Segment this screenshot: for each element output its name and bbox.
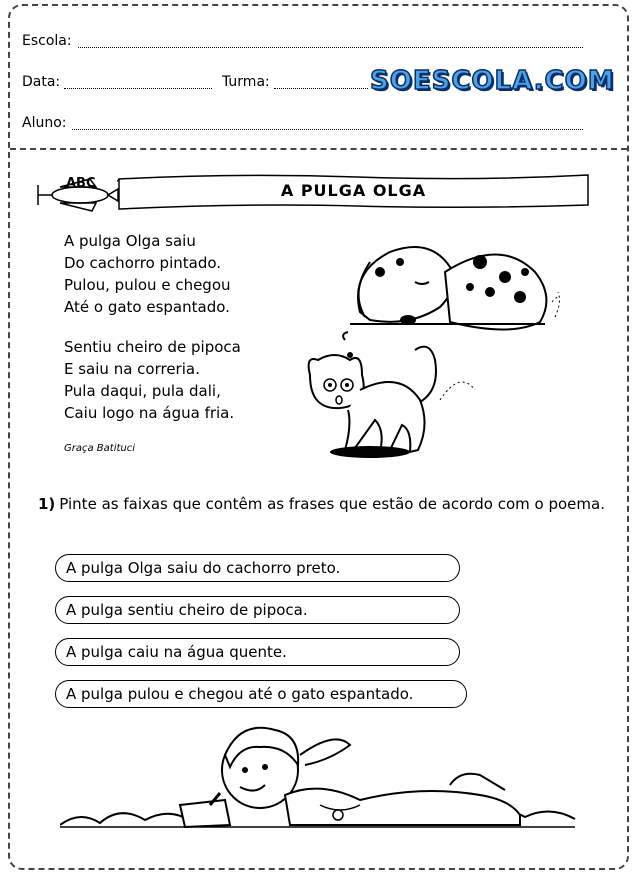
surprised-cat-illustration	[290, 330, 490, 465]
class-field[interactable]	[274, 88, 368, 89]
airplane-icon	[30, 165, 125, 220]
svg-text:ABC: ABC	[66, 176, 96, 191]
poem-stanza-1	[64, 230, 231, 318]
spotted-dog-illustration	[330, 232, 560, 342]
answer-option-4[interactable]: A pulga pulou e chegou até o gato espantado.	[55, 680, 467, 708]
poem-line: Até o gato espantado.	[64, 298, 230, 316]
girl-lying-illustration	[60, 715, 580, 865]
question-number: 1)	[38, 495, 56, 513]
student-label: Aluno:	[22, 115, 67, 131]
school-field[interactable]	[78, 47, 583, 48]
poem-line: Pula daqui, pula dali,	[64, 382, 221, 400]
poem-author: Graça Batituci	[64, 443, 136, 454]
header-divider	[10, 148, 627, 150]
poem-stanza-2	[64, 336, 241, 424]
worksheet-title: A PULGA OLGA	[280, 181, 427, 200]
answer-option-1[interactable]: A pulga Olga saiu do cachorro preto.	[55, 554, 460, 582]
poem-line: Pulou, pulou e chegou	[64, 276, 231, 294]
school-label: Escola:	[22, 33, 72, 49]
date-field[interactable]	[64, 88, 212, 89]
date-label: Data:	[22, 74, 61, 90]
brand-logo: SOESCOLA.COM	[370, 66, 615, 96]
poem-line: E saiu na correria.	[64, 360, 200, 378]
class-label: Turma:	[222, 74, 270, 90]
poem-line: Do cachorro pintado.	[64, 254, 222, 272]
question-text: Pinte as faixas que contêm as frases que estão de acordo com o poema.	[59, 495, 605, 513]
poem-line: A pulga Olga saiu	[64, 232, 196, 250]
question-1	[38, 493, 608, 515]
answer-option-3[interactable]: A pulga caiu na água quente.	[55, 638, 460, 666]
answer-option-2[interactable]: A pulga sentiu cheiro de pipoca.	[55, 596, 460, 624]
student-field[interactable]	[72, 129, 583, 130]
poem-line: Caiu logo na água fria.	[64, 404, 235, 422]
poem-line: Sentiu cheiro de pipoca	[64, 338, 241, 356]
